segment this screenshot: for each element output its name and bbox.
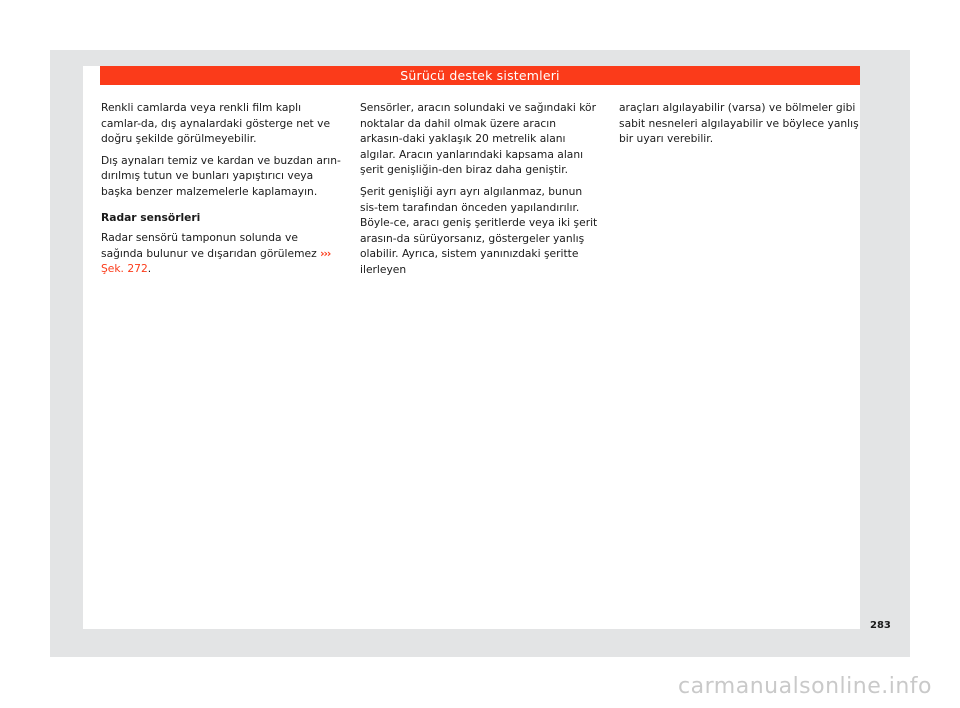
section-header [100,66,860,85]
paragraph-end: . [147,262,152,276]
paragraph: Renkli camlarda veya renkli film kaplı camlar-da, dış aynalardaki gösterge net ve doğru şekilde görülmeyebilir. [101,101,331,146]
subheading-radar-sensors: Radar sensörleri [101,210,201,224]
paragraph: Sensörler, aracın solundaki ve sağındaki kör noktalar da dahil olmak üzere aracın arkasın-daki yaklaşık 20 metrelik alanı algılar. Aracın yanlarındaki kapsama alanı şerit genişliğin-den biraz daha geniştir. [360,101,596,177]
reference-arrow-icon: ››› [320,246,331,260]
paragraph: Dış aynaları temiz ve kardan ve buzdan arın-dırılmış tutun ve bunları yapıştırıcı veya başka benzer malzemelerle kaplamayın. [101,153,341,198]
section-title: Sürücü destek sistemleri [400,68,560,83]
text-column-3 [619,100,859,153]
page-number: 283 [870,620,891,631]
text-column-2 [360,100,600,284]
paragraph [101,230,341,277]
paragraph: araçları algılayabilir (varsa) ve bölmeler gibi sabit nesneleri algılayabilir ve böylece yanlış bir uyarı verebilir. [619,101,859,146]
paragraph: Şerit genişliği ayrı ayrı algılanmaz, bunun sis-tem tarafından önceden yapılandırılır. Böyle-ce, aracı geniş şeritlerde veya iki şerit arasın-da sürüyorsanız, göstergeler yanlış olabilir. Ayrıca, sistem yanınızdaki şeritte ilerleyen [360,184,598,276]
figure-reference-label: Şek. 272 [101,262,148,276]
watermark: carmanualsonline.info [678,674,932,699]
paragraph-text: Radar sensörü tamponun solunda ve sağında bulunur ve dışarıdan görülemez [101,231,317,260]
text-column-1 [101,100,341,283]
